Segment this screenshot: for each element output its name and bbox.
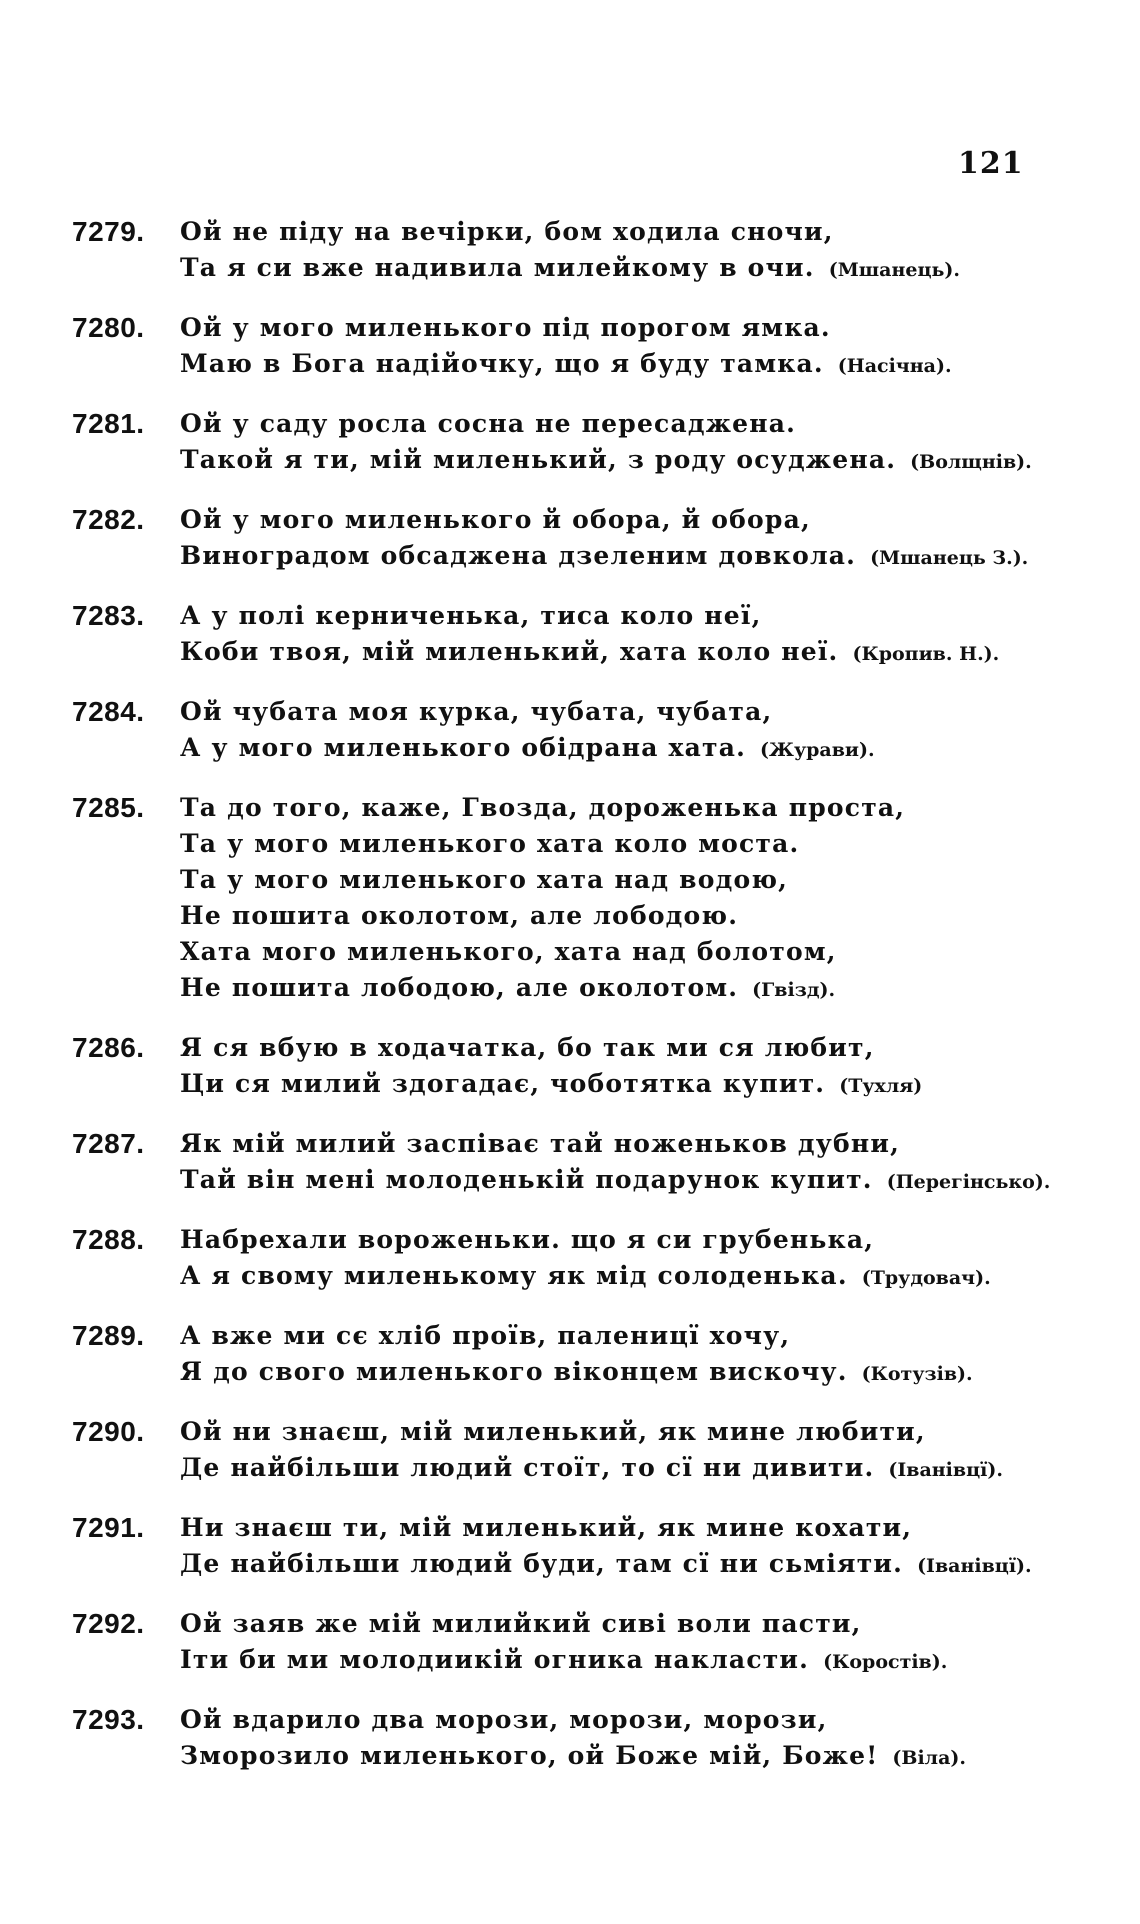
verse-line [180, 1546, 1072, 1584]
verse-number: 7285. [72, 792, 145, 823]
verse-line [180, 1066, 1072, 1104]
verse-line-text: А у мого миленького обідрана хата. [180, 733, 747, 762]
verse-entry [72, 1702, 1072, 1776]
verse-line-text: Набрехали вороженьки. що я си грубенька, [180, 1225, 875, 1254]
verse-line-text: Ой у саду росла сосна не пересаджена. [180, 409, 797, 438]
source-location: (Насічна). [837, 355, 952, 377]
verse-line [180, 790, 1072, 826]
verse-line [180, 502, 1072, 538]
verse-line-text: Коби твоя, мій миленький, хата коло неї. [180, 637, 839, 666]
verse-line [180, 730, 1072, 768]
verse-line [180, 214, 1072, 250]
verse-line-text: Ой у мого миленького під порогом ямка. [180, 313, 831, 342]
verse-line [180, 346, 1072, 384]
verse-line-text: Зморозило миленького, ой Боже мій, Боже! [180, 1741, 879, 1770]
source-location: (Перегінсько). [886, 1171, 1051, 1193]
verse-line-text: Не пошита лободою, але околотом. [180, 973, 739, 1002]
verse-line-text: Хата мого миленького, хата над болотом, [180, 937, 837, 966]
verse-lines [180, 1222, 1072, 1296]
verse-lines [180, 1318, 1072, 1392]
verse-line-text: Та до того, каже, Гвозда, дороженька проста, [180, 793, 906, 822]
verse-line [180, 970, 1072, 1008]
source-location: (Мшанець). [828, 259, 960, 281]
source-location: (Мшанець З.). [870, 547, 1029, 569]
verse-line-text: Ой вдарило два морози, морози, морози, [180, 1705, 828, 1734]
verse-entry [72, 694, 1072, 768]
verse-number: 7287. [72, 1128, 145, 1159]
verse-line-text: А я свому миленькому як мід солоденька. [180, 1261, 848, 1290]
verse-number: 7280. [72, 312, 145, 343]
verse-line-text: Ци ся милий здогадає, чоботятка купит. [180, 1069, 826, 1098]
verse-entry [72, 1606, 1072, 1680]
verse-lines [180, 214, 1072, 288]
verse-line-text: Я до свого миленького віконцем вискочу. [180, 1357, 848, 1386]
verse-line [180, 1510, 1072, 1546]
verse-line [180, 1702, 1072, 1738]
source-location: (Кропив. Н.). [852, 643, 1000, 665]
verse-entry [72, 214, 1072, 288]
verse-entry [72, 790, 1072, 1008]
verse-line-text: Ой чубата моя курка, чубата, чубата, [180, 697, 773, 726]
verse-entry [72, 1030, 1072, 1104]
verse-entry [72, 406, 1072, 480]
verse-line [180, 1414, 1072, 1450]
verse-line-text: Де найбільши людий буди, там сї ни сьміяти. [180, 1549, 904, 1578]
verse-entry [72, 502, 1072, 576]
verse-line [180, 1606, 1072, 1642]
verse-number: 7292. [72, 1608, 145, 1639]
source-location: (Трудовач). [861, 1267, 991, 1289]
verse-lines [180, 1606, 1072, 1680]
verse-line-text: Ни знаєш ти, мій миленький, як мине кохати, [180, 1513, 913, 1542]
verse-number: 7286. [72, 1032, 145, 1063]
verse-line-text: Виноградом обсаджена дзеленим довкола. [180, 541, 857, 570]
source-location: (Журави). [760, 739, 875, 761]
verse-line-text: Іти би ми молодиикій огника накласти. [180, 1645, 810, 1674]
verse-lines [180, 1414, 1072, 1488]
verse-line [180, 634, 1072, 672]
verse-line [180, 1030, 1072, 1066]
verse-line-text: А вже ми сє хліб проїв, паленицї хочу, [180, 1321, 791, 1350]
verse-entry [72, 1414, 1072, 1488]
verse-lines [180, 1126, 1072, 1200]
verse-line [180, 1642, 1072, 1680]
verse-number: 7282. [72, 504, 145, 535]
verse-lines [180, 406, 1072, 480]
verse-entry [72, 1318, 1072, 1392]
verse-line-text: Як мій милий заспіває тай ноженьков дубни, [180, 1129, 901, 1158]
verse-number: 7284. [72, 696, 145, 727]
verse-line-text: Маю в Бога надійочку, що я буду тамка. [180, 349, 824, 378]
verse-line [180, 406, 1072, 442]
verse-lines [180, 1510, 1072, 1584]
verse-line [180, 310, 1072, 346]
verse-line [180, 1450, 1072, 1488]
verse-lines [180, 598, 1072, 672]
verse-lines [180, 694, 1072, 768]
verse-line [180, 538, 1072, 576]
verse-number: 7291. [72, 1512, 145, 1543]
verse-line-text: Такой я ти, мій миленький, з роду осуджена. [180, 445, 897, 474]
source-location: (Тухля) [839, 1075, 923, 1097]
verse-line-text: Не пошита околотом, але лободою. [180, 901, 739, 930]
verse-line-text: Я ся вбую в ходачатка, бо так ми ся любит, [180, 1033, 875, 1062]
verse-line [180, 1354, 1072, 1392]
verse-line [180, 862, 1072, 898]
source-location: (Коростів). [823, 1651, 948, 1673]
verse-line [180, 598, 1072, 634]
verse-line-text: Ой заяв же мій милийкий сиві воли пасти, [180, 1609, 862, 1638]
source-location: (Віла). [892, 1747, 966, 1769]
verse-line [180, 442, 1072, 480]
verse-line [180, 1258, 1072, 1296]
verse-line [180, 898, 1072, 934]
verse-number: 7293. [72, 1704, 145, 1735]
verse-number: 7289. [72, 1320, 145, 1351]
verse-line [180, 1318, 1072, 1354]
verse-entry [72, 1222, 1072, 1296]
verse-line [180, 250, 1072, 288]
verse-number: 7288. [72, 1224, 145, 1255]
verse-entry [72, 310, 1072, 384]
verse-line-text: Ой у мого миленького й обора, й обора, [180, 505, 811, 534]
verse-line [180, 1738, 1072, 1776]
source-location: (Іванівцї). [888, 1459, 1003, 1481]
verse-line-text: Ой не піду на вечірки, бом ходила сночи, [180, 217, 834, 246]
verse-number: 7290. [72, 1416, 145, 1447]
verse-number: 7279. [72, 216, 145, 247]
verse-lines [180, 502, 1072, 576]
verse-line [180, 1126, 1072, 1162]
verse-entry [72, 1126, 1072, 1200]
verse-line [180, 934, 1072, 970]
verse-line-text: Де найбільши людий стоїт, то сї ни дивити. [180, 1453, 875, 1482]
verse-line-text: Ой ни знаєш, мій миленький, як мине любити, [180, 1417, 926, 1446]
verse-line-text: Тай він мені молоденькій подарунок купит. [180, 1165, 873, 1194]
verse-line-text: Та у мого миленького хата коло моста. [180, 829, 800, 858]
verse-list [72, 214, 1072, 1798]
verse-lines [180, 310, 1072, 384]
verse-line [180, 1162, 1072, 1200]
verse-line-text: Та я си вже надивила милейкому в очи. [180, 253, 815, 282]
verse-line-text: Та у мого миленького хата над водою, [180, 865, 789, 894]
page-number: 121 [958, 146, 1024, 181]
verse-number: 7283. [72, 600, 145, 631]
verse-line [180, 826, 1072, 862]
verse-lines [180, 1702, 1072, 1776]
source-location: (Котузів). [861, 1363, 973, 1385]
verse-lines [180, 1030, 1072, 1104]
verse-entry [72, 598, 1072, 672]
verse-entry [72, 1510, 1072, 1584]
verse-number: 7281. [72, 408, 145, 439]
verse-lines [180, 790, 1072, 1008]
source-location: (Гвізд). [752, 979, 836, 1001]
source-location: (Іванівцї). [917, 1555, 1032, 1577]
verse-line [180, 694, 1072, 730]
verse-line-text: А у полі керниченька, тиса коло неї, [180, 601, 762, 630]
source-location: (Волщнів). [910, 451, 1032, 473]
verse-line [180, 1222, 1072, 1258]
